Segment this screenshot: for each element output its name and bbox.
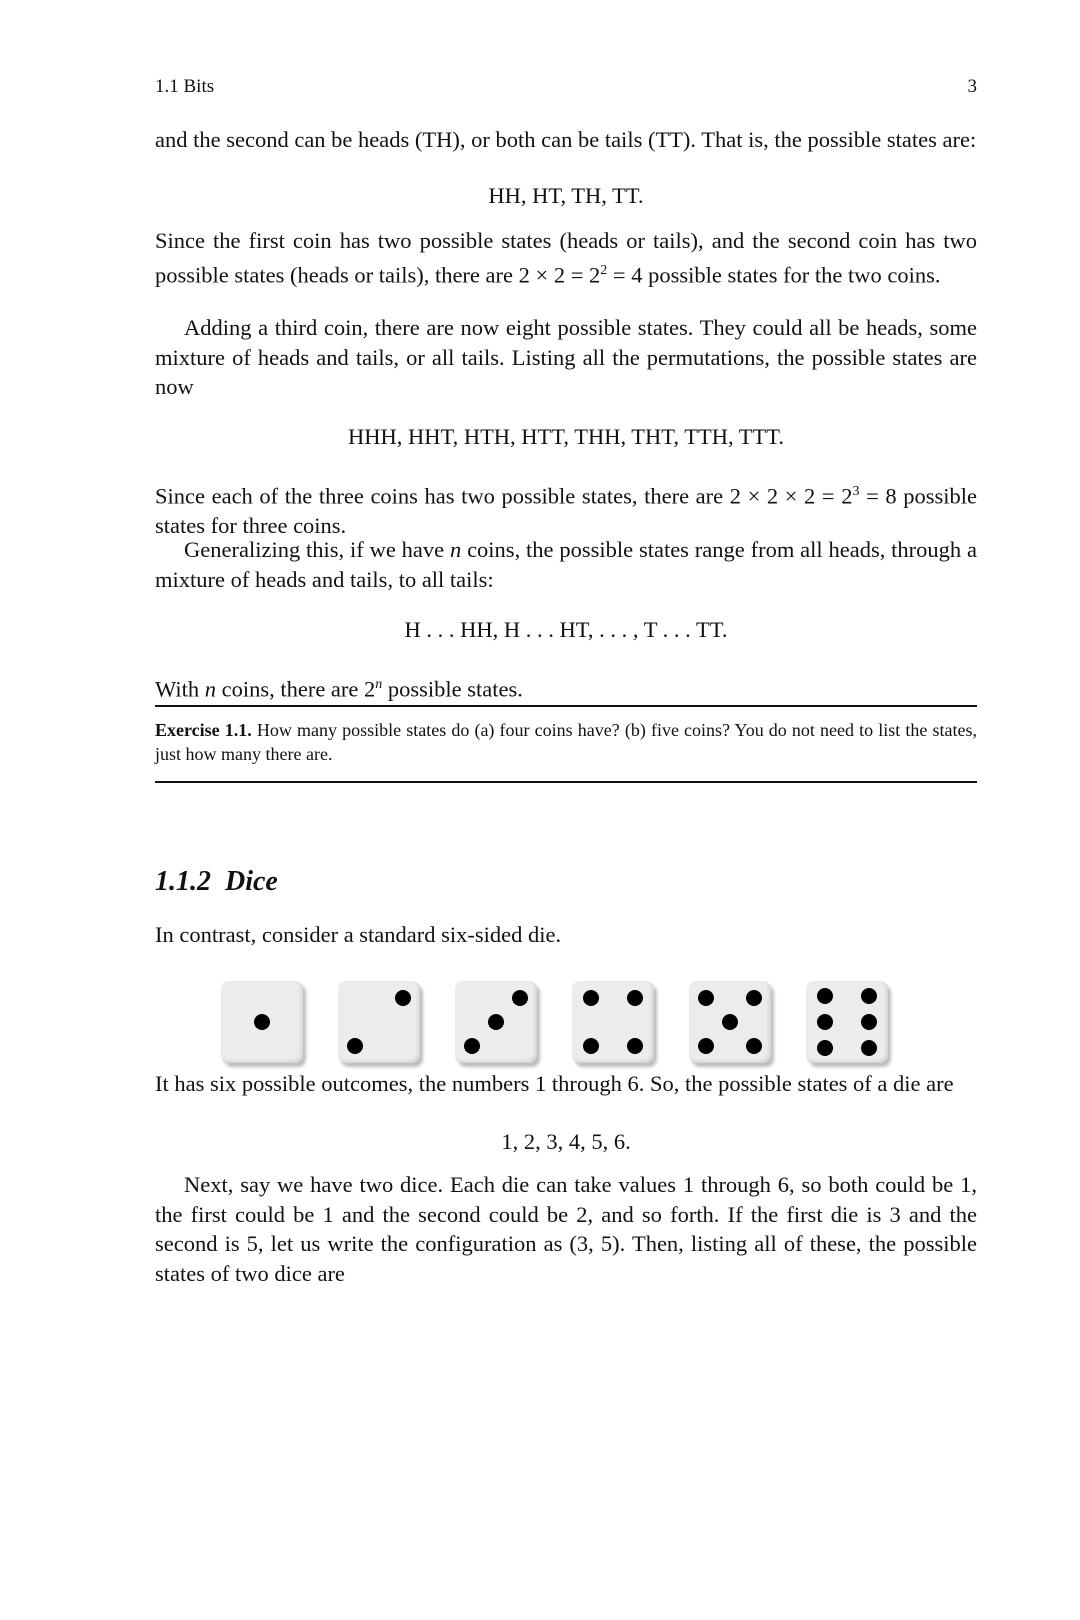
pip — [627, 990, 643, 1006]
pip — [698, 1038, 714, 1054]
paragraph-generalizing: Generalizing this, if we have n coins, the possible states range from all heads, through a mixture of heads and tails, to all tails: — [155, 537, 978, 592]
variable-n: n — [204, 676, 216, 702]
pip — [817, 988, 833, 1004]
page-number: 3 — [967, 76, 977, 97]
exercise-top-rule — [155, 705, 977, 707]
exponent: 2 — [600, 262, 608, 278]
paragraph-n-coins: With n coins, there are 2$^n$ possible states. — [155, 676, 523, 702]
paragraph-die-intro: In contrast, consider a standard six-sided die. — [155, 922, 562, 947]
die-face-4 — [572, 981, 654, 1063]
pip — [583, 990, 599, 1006]
pip — [861, 1040, 877, 1056]
pip — [746, 990, 762, 1006]
paragraph-three-coins: Since each of the three coins has two possible states, there are $2 \times 2 \times 2 = 2^3 = 8$ possible states for three coins. — [155, 483, 977, 538]
paragraph-states-intro: and the second can be heads (TH), or both can be tails (TT). That is, the possible states are: — [155, 127, 977, 152]
exercise-bottom-rule — [155, 781, 977, 783]
pip — [512, 990, 528, 1006]
paragraph-two-dice: Next, say we have two dice. Each die can take values 1 through 6, so both could be 1, the first could be 1 and the second could be 2, and so forth. If the first die is 3 and the second is 5, let us write the configuration as (3, 5). Then, listing all of these, the possible states of two dice are — [155, 1172, 977, 1286]
pip — [861, 988, 877, 1004]
exercise-text: How many possible states do (a) four coins have? (b) five coins? You do not need to list the states, just how many there are. — [155, 720, 977, 764]
pip — [347, 1038, 363, 1054]
pip — [464, 1038, 480, 1054]
pip — [395, 990, 411, 1006]
pip — [722, 1014, 738, 1030]
exercise-label: Exercise 1.1. — [155, 720, 252, 740]
equation-two-coin-states: HH, HT, TH, TT. — [488, 183, 644, 208]
section-title: Dice — [225, 866, 278, 897]
dice-illustration — [221, 981, 909, 1071]
equation-n-coin-states: H . . . HH, H . . . HT, . . . , T . . . TT. — [404, 617, 728, 642]
exercise-box — [155, 718, 977, 766]
section-number: 1.1.2 — [155, 866, 211, 897]
exponent: 3 — [852, 484, 860, 499]
die-face-6 — [806, 981, 888, 1063]
equation-three-coin-states: HHH, HHT, HTH, HTT, THH, THT, TTH, TTT. — [348, 424, 784, 449]
pip — [817, 1014, 833, 1030]
equation-die-states: 1, 2, 3, 4, 5, 6. — [501, 1129, 631, 1154]
paragraph-third-coin: Adding a third coin, there are now eight possible states. They could all be heads, some mixture of heads and tails, or all tails. Listing all the permutations, the possible states are now — [155, 315, 977, 399]
pip — [861, 1014, 877, 1030]
paragraph-two-coins: Since the first coin has two possible states (heads or tails), and the second coin has two possible states (heads or tails), there are $2 \times 2 = 2^2 = 4$ possible states for the two coins. — [155, 228, 977, 287]
running-head — [155, 76, 977, 98]
section-heading — [155, 866, 278, 898]
pip — [583, 1038, 599, 1054]
pip — [488, 1014, 504, 1030]
exponent: n — [375, 677, 383, 692]
pip — [698, 990, 714, 1006]
pip — [627, 1038, 643, 1054]
section-label: 1.1 Bits — [155, 76, 215, 97]
pip — [817, 1040, 833, 1056]
die-face-2 — [338, 981, 420, 1063]
variable-n: n — [449, 537, 462, 562]
die-face-3 — [455, 981, 537, 1063]
paragraph-die-outcomes: It has six possible outcomes, the numbers 1 through 6. So, the possible states of a die are — [155, 1071, 954, 1096]
pip — [746, 1038, 762, 1054]
die-face-1 — [221, 981, 303, 1063]
pip — [254, 1014, 270, 1030]
die-face-5 — [689, 981, 771, 1063]
